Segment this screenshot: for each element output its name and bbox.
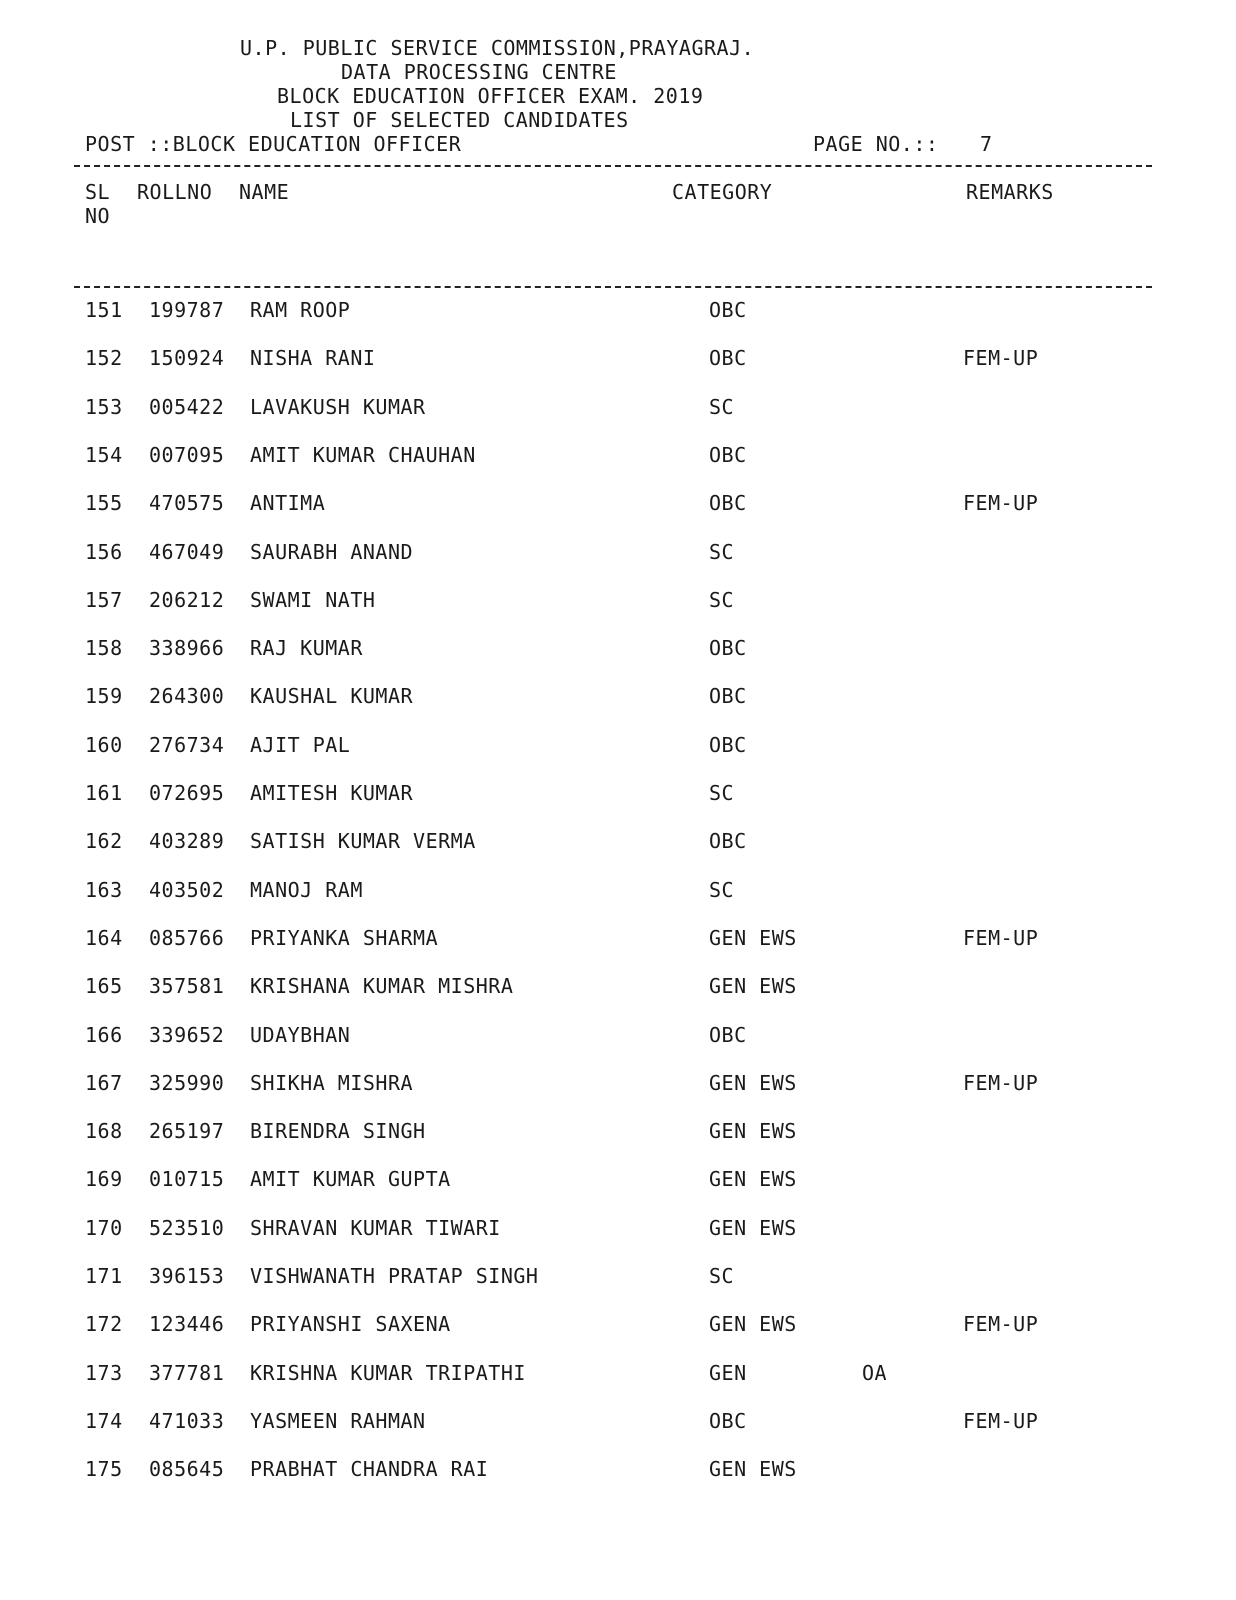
category: GEN EWS — [709, 1457, 797, 1481]
category: GEN EWS — [709, 974, 797, 998]
table-row — [0, 878, 1236, 902]
serial-number: 155 — [85, 491, 123, 515]
roll-number: 339652 — [149, 1023, 225, 1047]
serial-number: 154 — [85, 443, 123, 467]
table-row — [0, 395, 1236, 419]
table-row — [0, 781, 1236, 805]
category: GEN EWS — [709, 926, 797, 950]
serial-number: 169 — [85, 1167, 123, 1191]
column-category: CATEGORY — [672, 180, 773, 204]
category: OBC — [709, 636, 747, 660]
candidate-name: VISHWANATH PRATAP SINGH — [250, 1264, 539, 1288]
roll-number: 007095 — [149, 443, 225, 467]
remarks: FEM-UP — [963, 926, 1039, 950]
column-no: NO — [85, 204, 111, 228]
candidate-name: PRIYANKA SHARMA — [250, 926, 439, 950]
serial-number: 167 — [85, 1071, 123, 1095]
roll-number: 010715 — [149, 1167, 225, 1191]
category: OBC — [709, 733, 747, 757]
subcategory: OA — [862, 1361, 888, 1385]
table-row — [0, 1409, 1236, 1433]
category: OBC — [709, 1023, 747, 1047]
candidate-name: UDAYBHAN — [250, 1023, 351, 1047]
column-name: NAME — [239, 180, 290, 204]
remarks: FEM-UP — [963, 491, 1039, 515]
candidate-name: SHRAVAN KUMAR TIWARI — [250, 1216, 501, 1240]
serial-number: 157 — [85, 588, 123, 612]
table-row — [0, 1071, 1236, 1095]
serial-number: 166 — [85, 1023, 123, 1047]
table-row — [0, 1457, 1236, 1481]
remarks: FEM-UP — [963, 1071, 1039, 1095]
table-row — [0, 926, 1236, 950]
category: SC — [709, 395, 735, 419]
table-row — [0, 1264, 1236, 1288]
table-row — [0, 733, 1236, 757]
serial-number: 161 — [85, 781, 123, 805]
candidate-name: AMIT KUMAR GUPTA — [250, 1167, 451, 1191]
header-rule-bottom — [74, 286, 1152, 288]
roll-number: 199787 — [149, 298, 225, 322]
serial-number: 156 — [85, 540, 123, 564]
roll-number: 377781 — [149, 1361, 225, 1385]
roll-number: 276734 — [149, 733, 225, 757]
serial-number: 171 — [85, 1264, 123, 1288]
table-row — [0, 298, 1236, 322]
serial-number: 159 — [85, 684, 123, 708]
commission-title: U.P. PUBLIC SERVICE COMMISSION,PRAYAGRAJ. — [240, 36, 755, 60]
serial-number: 173 — [85, 1361, 123, 1385]
roll-number: 523510 — [149, 1216, 225, 1240]
category: OBC — [709, 684, 747, 708]
candidate-name: PRABHAT CHANDRA RAI — [250, 1457, 489, 1481]
serial-number: 153 — [85, 395, 123, 419]
category: OBC — [709, 443, 747, 467]
roll-number: 150924 — [149, 346, 225, 370]
roll-number: 264300 — [149, 684, 225, 708]
serial-number: 158 — [85, 636, 123, 660]
serial-number: 172 — [85, 1312, 123, 1336]
serial-number: 165 — [85, 974, 123, 998]
table-row — [0, 588, 1236, 612]
table-row — [0, 1167, 1236, 1191]
serial-number: 164 — [85, 926, 123, 950]
candidate-name: KRISHANA KUMAR MISHRA — [250, 974, 514, 998]
candidate-name: AJIT PAL — [250, 733, 351, 757]
candidate-name: KAUSHAL KUMAR — [250, 684, 414, 708]
category: GEN EWS — [709, 1216, 797, 1240]
serial-number: 162 — [85, 829, 123, 853]
serial-number: 163 — [85, 878, 123, 902]
table-row — [0, 1361, 1236, 1385]
table-row — [0, 1119, 1236, 1143]
table-row — [0, 1312, 1236, 1336]
serial-number: 174 — [85, 1409, 123, 1433]
roll-number: 471033 — [149, 1409, 225, 1433]
table-row — [0, 1216, 1236, 1240]
category: SC — [709, 781, 735, 805]
post-label: POST ::BLOCK EDUCATION OFFICER — [85, 132, 462, 156]
candidate-name: SAURABH ANAND — [250, 540, 414, 564]
serial-number: 168 — [85, 1119, 123, 1143]
candidate-name: NISHA RANI — [250, 346, 376, 370]
serial-number: 151 — [85, 298, 123, 322]
category: GEN EWS — [709, 1119, 797, 1143]
serial-number: 175 — [85, 1457, 123, 1481]
candidate-name: RAJ KUMAR — [250, 636, 363, 660]
candidate-name: KRISHNA KUMAR TRIPATHI — [250, 1361, 526, 1385]
roll-number: 396153 — [149, 1264, 225, 1288]
category: OBC — [709, 298, 747, 322]
category: SC — [709, 1264, 735, 1288]
category: SC — [709, 540, 735, 564]
table-row — [0, 443, 1236, 467]
table-row — [0, 974, 1236, 998]
list-title: LIST OF SELECTED CANDIDATES — [290, 108, 629, 132]
serial-number: 152 — [85, 346, 123, 370]
roll-number: 072695 — [149, 781, 225, 805]
category: SC — [709, 878, 735, 902]
candidate-name: YASMEEN RAHMAN — [250, 1409, 426, 1433]
roll-number: 357581 — [149, 974, 225, 998]
roll-number: 325990 — [149, 1071, 225, 1095]
category: SC — [709, 588, 735, 612]
category: OBC — [709, 829, 747, 853]
candidate-name: SHIKHA MISHRA — [250, 1071, 414, 1095]
table-row — [0, 829, 1236, 853]
category: OBC — [709, 1409, 747, 1433]
header-rule-top — [74, 165, 1152, 167]
candidate-name: PRIYANSHI SAXENA — [250, 1312, 451, 1336]
candidate-name: MANOJ RAM — [250, 878, 363, 902]
table-row — [0, 1023, 1236, 1047]
table-row — [0, 491, 1236, 515]
roll-number: 265197 — [149, 1119, 225, 1143]
candidate-name: ANTIMA — [250, 491, 326, 515]
page-number-label: PAGE NO.:: — [813, 132, 939, 156]
roll-number: 403289 — [149, 829, 225, 853]
remarks: FEM-UP — [963, 346, 1039, 370]
column-remarks: REMARKS — [966, 180, 1054, 204]
roll-number: 403502 — [149, 878, 225, 902]
exam-title: BLOCK EDUCATION OFFICER EXAM. 2019 — [277, 84, 704, 108]
serial-number: 170 — [85, 1216, 123, 1240]
table-row — [0, 346, 1236, 370]
page-number: 7 — [980, 132, 993, 156]
column-sl: SL — [85, 180, 111, 204]
candidate-name: AMITESH KUMAR — [250, 781, 414, 805]
roll-number: 085766 — [149, 926, 225, 950]
candidate-name: AMIT KUMAR CHAUHAN — [250, 443, 476, 467]
roll-number: 338966 — [149, 636, 225, 660]
table-row — [0, 684, 1236, 708]
category: GEN EWS — [709, 1167, 797, 1191]
candidate-name: SWAMI NATH — [250, 588, 376, 612]
column-rollno: ROLLNO — [137, 180, 213, 204]
candidate-name: SATISH KUMAR VERMA — [250, 829, 476, 853]
roll-number: 206212 — [149, 588, 225, 612]
candidate-name: RAM ROOP — [250, 298, 351, 322]
centre-title: DATA PROCESSING CENTRE — [341, 60, 617, 84]
roll-number: 123446 — [149, 1312, 225, 1336]
category: GEN — [709, 1361, 747, 1385]
roll-number: 085645 — [149, 1457, 225, 1481]
roll-number: 470575 — [149, 491, 225, 515]
remarks: FEM-UP — [963, 1312, 1039, 1336]
category: GEN EWS — [709, 1071, 797, 1095]
table-row — [0, 636, 1236, 660]
candidate-name: LAVAKUSH KUMAR — [250, 395, 426, 419]
serial-number: 160 — [85, 733, 123, 757]
roll-number: 467049 — [149, 540, 225, 564]
category: OBC — [709, 346, 747, 370]
remarks: FEM-UP — [963, 1409, 1039, 1433]
category: OBC — [709, 491, 747, 515]
roll-number: 005422 — [149, 395, 225, 419]
category: GEN EWS — [709, 1312, 797, 1336]
table-row — [0, 540, 1236, 564]
candidate-name: BIRENDRA SINGH — [250, 1119, 426, 1143]
